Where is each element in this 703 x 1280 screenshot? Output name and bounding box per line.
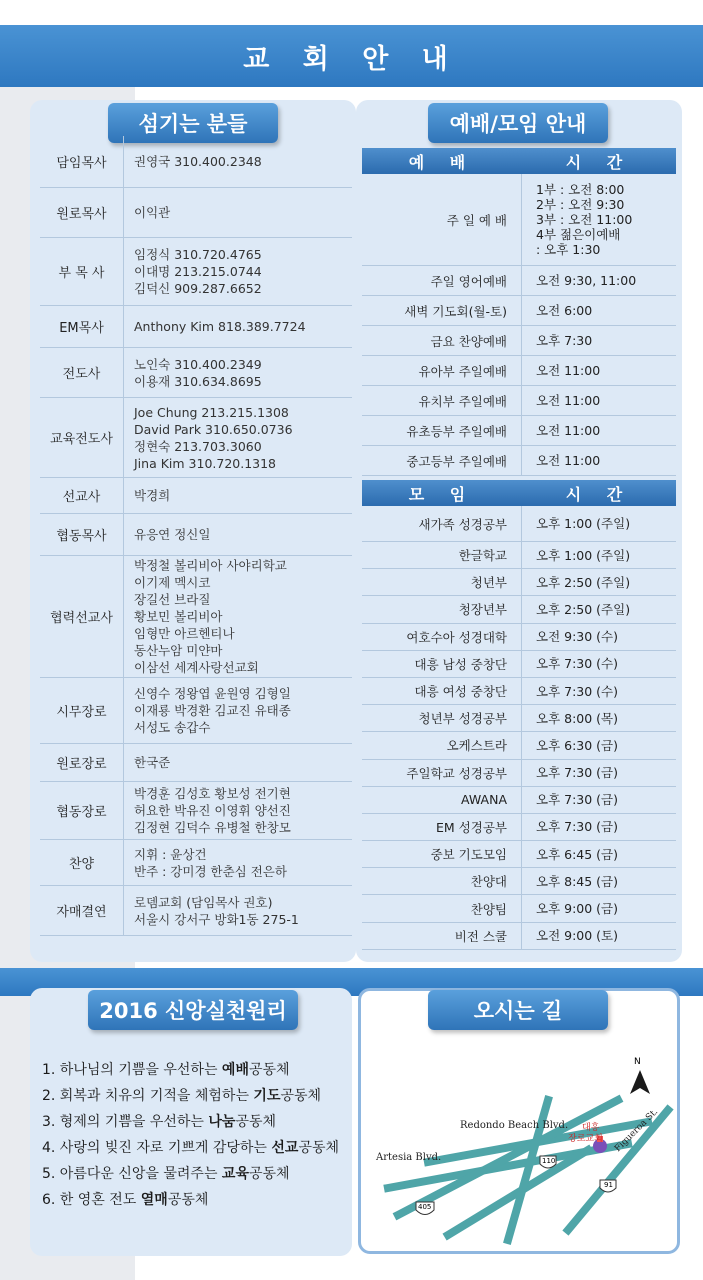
meeting-header-name: 모 임 — [408, 484, 476, 504]
principle-item — [42, 1083, 339, 1109]
staff-name-line: 장길선 브라질 — [134, 592, 211, 607]
staff-name-line: 이기제 멕시코 — [134, 575, 211, 590]
meeting-name: 청년부 성경공부 — [362, 705, 522, 731]
worship-row — [362, 174, 676, 266]
meeting-row — [362, 923, 676, 950]
meeting-time: 오후 7:30 (금) — [536, 819, 618, 835]
worship-time — [522, 453, 676, 468]
meeting-name: 주일학교 성경공부 — [362, 760, 522, 786]
principle-keyword: 선교 — [271, 1140, 299, 1156]
worship-row — [362, 266, 676, 296]
staff-name-line: Jina Kim 310.720.1318 — [134, 455, 277, 471]
staff-name-line: 한국준 — [134, 755, 171, 770]
worship-name: 금요 찬양예배 — [362, 326, 522, 355]
background-top — [0, 0, 703, 25]
principle-text: 5. 아름다운 신앙을 물려주는 — [42, 1166, 222, 1182]
meeting-name: 한글학교 — [362, 542, 522, 568]
map-heading: 오시는 길 — [428, 990, 608, 1030]
staff-name-line: 박경훈 김성호 황보성 전기현 — [134, 786, 291, 801]
principle-keyword: 나눔 — [208, 1114, 236, 1130]
worship-time — [522, 333, 676, 348]
staff-names — [124, 892, 352, 930]
meeting-name: EM 성경공부 — [362, 814, 522, 840]
svg-text:91: 91 — [604, 1181, 613, 1189]
staff-name-line: 박정철 볼리비아 사야리학교 — [134, 558, 287, 573]
staff-row — [40, 306, 352, 348]
staff-names — [124, 316, 352, 337]
principles-list — [42, 1057, 339, 1213]
staff-heading: 섬기는 분들 — [108, 103, 278, 143]
staff-role: 협동장로 — [40, 782, 124, 839]
worship-time — [522, 273, 676, 288]
north-arrow-icon — [630, 1057, 650, 1094]
staff-row — [40, 514, 352, 556]
map — [368, 1040, 676, 1246]
staff-row — [40, 744, 352, 782]
worship-name: 주일 영어예배 — [362, 266, 522, 295]
worship-time — [522, 182, 676, 257]
meeting-time: 오후 7:30 (수) — [536, 656, 618, 672]
staff-name-line: 박경희 — [134, 488, 171, 503]
staff-name-line: 이삼선 세계사랑선교회 — [134, 660, 259, 675]
staff-names — [124, 202, 352, 223]
meeting-row — [362, 651, 676, 678]
meeting-time: 오후 1:00 (주일) — [536, 547, 631, 563]
worship-table-header — [362, 148, 676, 174]
staff-name-line: 동산누암 미얀마 — [134, 643, 223, 658]
staff-name-line: 반주 : 강미경 한춘심 전은하 — [134, 863, 287, 879]
worship-time-line: 오전 11:00 — [536, 423, 601, 438]
principle-text: 2. 회복과 치유의 기적을 체험하는 — [42, 1088, 254, 1104]
staff-role: 찬양 — [40, 840, 124, 885]
worship-time-line: 오전 11:00 — [536, 453, 601, 468]
staff-name-line: 김정현 김덕수 유병철 한창모 — [134, 820, 291, 835]
meeting-name: 찬양대 — [362, 868, 522, 894]
staff-row — [40, 136, 352, 188]
staff-names — [124, 752, 352, 773]
staff-row — [40, 556, 352, 678]
worship-time-line: 2부 : 오전 9:30 — [536, 197, 625, 212]
page-title: 교 회 안 내 — [243, 43, 460, 75]
worship-time-line: 1부 : 오전 8:00 — [536, 182, 625, 197]
staff-row — [40, 886, 352, 936]
worship-row — [362, 416, 676, 446]
staff-name-line: 허요한 박유진 이영휘 양선진 — [134, 803, 291, 818]
principle-suffix: 공동체 — [167, 1192, 209, 1208]
meeting-row — [362, 787, 676, 814]
staff-name-line: David Park 310.650.0736 — [134, 421, 293, 437]
worship-time-line: 오전 9:30, 11:00 — [536, 273, 637, 288]
label-church-1: 대흥 — [582, 1123, 600, 1133]
meeting-table-header — [362, 480, 676, 506]
staff-role: 전도사 — [40, 348, 124, 397]
worship-row — [362, 296, 676, 326]
worship-name: 주 일 예 배 — [362, 174, 522, 265]
meeting-time: 오후 6:30 (금) — [536, 737, 618, 753]
principle-item — [42, 1135, 339, 1161]
worship-header-name: 예 배 — [408, 152, 476, 172]
worship-time-line: : 오후 1:30 — [536, 242, 601, 257]
principle-item — [42, 1187, 339, 1213]
meeting-row — [362, 678, 676, 705]
meeting-time: 오후 6:45 (금) — [536, 846, 618, 862]
principle-suffix: 공동체 — [280, 1088, 322, 1104]
worship-name: 유아부 주일예배 — [362, 356, 522, 385]
staff-names — [124, 783, 352, 838]
staff-row — [40, 188, 352, 238]
highway-110-icon — [540, 1156, 556, 1168]
meeting-row — [362, 760, 676, 787]
worship-time-line: 오전 6:00 — [536, 303, 593, 318]
meeting-name: 대흥 남성 중창단 — [362, 651, 522, 677]
staff-role: 원로장로 — [40, 744, 124, 781]
staff-row — [40, 238, 352, 306]
meeting-row — [362, 814, 676, 841]
meeting-time: 오후 2:50 (주일) — [536, 601, 631, 617]
worship-time — [522, 303, 676, 318]
meeting-name: 중보 기도모임 — [362, 841, 522, 867]
worship-name: 유치부 주일예배 — [362, 386, 522, 415]
staff-names — [124, 244, 352, 299]
meeting-time: 오후 7:30 (금) — [536, 765, 618, 781]
staff-names — [124, 524, 352, 545]
worship-time-line: 오후 7:30 — [536, 333, 593, 348]
svg-text:110: 110 — [542, 1157, 556, 1165]
worship-time-line: 오전 11:00 — [536, 363, 601, 378]
staff-role: EM목사 — [40, 306, 124, 347]
meeting-name: 찬양팀 — [362, 895, 522, 921]
meeting-row — [362, 569, 676, 596]
staff-name-line: 이재룡 박경환 김교진 유태종 — [134, 703, 291, 718]
staff-names — [124, 485, 352, 506]
staff-role: 원로목사 — [40, 188, 124, 237]
highway-91-icon — [600, 1180, 616, 1192]
staff-row — [40, 398, 352, 478]
meeting-row — [362, 506, 676, 542]
meeting-time: 오전 9:30 (수) — [536, 629, 618, 645]
staff-role: 자매결연 — [40, 886, 124, 935]
worship-time — [522, 363, 676, 378]
staff-names — [124, 151, 352, 172]
meeting-name: 새가족 성경공부 — [362, 506, 522, 541]
staff-name-line: 김덕신 909.287.6652 — [134, 281, 262, 296]
meeting-time: 오후 2:50 (주일) — [536, 574, 631, 590]
meeting-name: 대흥 여성 중창단 — [362, 678, 522, 704]
meeting-time: 오후 7:30 (금) — [536, 792, 618, 808]
meeting-name: 여호수아 성경대학 — [362, 624, 522, 650]
staff-row — [40, 348, 352, 398]
staff-names — [124, 844, 352, 882]
staff-name-line: 서울시 강서구 방화1동 275-1 — [134, 911, 299, 927]
meeting-row — [362, 732, 676, 759]
label-church-2: 장로교회 — [568, 1134, 603, 1144]
worship-row — [362, 386, 676, 416]
principle-suffix: 공동체 — [248, 1062, 290, 1078]
staff-role: 시무장로 — [40, 678, 124, 743]
staff-names — [124, 354, 352, 392]
staff-row — [40, 840, 352, 886]
staff-name-line: 이익관 — [134, 205, 171, 220]
staff-name-line: 임형만 아르헨티나 — [134, 626, 235, 641]
staff-name-line: 권영국 310.400.2348 — [134, 154, 262, 169]
meeting-time: 오후 8:00 (목) — [536, 710, 618, 726]
staff-name-line: 신영수 정왕엽 윤원영 김형일 — [134, 686, 291, 701]
principle-item — [42, 1161, 339, 1187]
principle-keyword: 예배 — [221, 1062, 249, 1078]
principle-item — [42, 1109, 339, 1135]
staff-names — [124, 402, 352, 474]
worship-time-line: 4부 젊은이예배 — [536, 227, 621, 242]
highway-405-icon — [416, 1202, 434, 1215]
staff-name-line: 유응연 정신일 — [134, 527, 211, 542]
meeting-time: 오후 9:00 (금) — [536, 901, 618, 917]
staff-row — [40, 478, 352, 514]
staff-role: 선교사 — [40, 478, 124, 513]
title-bar — [0, 25, 703, 87]
meeting-row — [362, 841, 676, 868]
meeting-row — [362, 542, 676, 569]
svg-text:405: 405 — [418, 1203, 432, 1211]
staff-table — [40, 136, 352, 936]
principle-text: 4. 사랑의 빚진 자로 기쁘게 감당하는 — [42, 1140, 272, 1156]
staff-name-line: 황보민 볼리비아 — [134, 609, 223, 624]
staff-name-line: 이용재 310.634.8695 — [134, 373, 262, 389]
staff-role: 협동목사 — [40, 514, 124, 555]
staff-role: 부 목 사 — [40, 238, 124, 305]
meeting-row — [362, 596, 676, 623]
staff-name-line: 로뎀교회 (담임목사 권호) — [134, 894, 273, 910]
principle-keyword: 기도 — [253, 1088, 281, 1104]
principle-text: 3. 형제의 기쁨을 우선하는 — [42, 1114, 209, 1130]
principle-suffix: 공동체 — [298, 1140, 340, 1156]
staff-row — [40, 782, 352, 840]
meeting-time: 오전 9:00 (토) — [536, 928, 618, 944]
worship-header-time: 시 간 — [565, 152, 633, 172]
label-artesia: Artesia Blvd. — [376, 1152, 442, 1163]
meeting-name: 청년부 — [362, 569, 522, 595]
meeting-row — [362, 868, 676, 895]
meeting-row — [362, 624, 676, 651]
meeting-name: 오케스트라 — [362, 732, 522, 758]
worship-name: 새벽 기도회(월-토) — [362, 296, 522, 325]
meeting-time: 오후 7:30 (수) — [536, 683, 618, 699]
meeting-header-time: 시 간 — [565, 484, 633, 504]
principle-text: 6. 한 영혼 전도 — [42, 1192, 141, 1208]
staff-name-line: 이대명 213.215.0744 — [134, 264, 262, 279]
label-redondo: Redondo Beach Blvd. — [460, 1120, 569, 1131]
staff-name-line: 노인숙 310.400.2349 — [134, 356, 262, 372]
label-figueroa: Figueroa St. — [613, 1107, 661, 1155]
north-label: N — [634, 1057, 641, 1067]
worship-row — [362, 356, 676, 386]
worship-row — [362, 326, 676, 356]
staff-names — [124, 683, 352, 738]
principle-suffix: 공동체 — [248, 1166, 290, 1182]
staff-names — [124, 555, 352, 678]
meeting-name: AWANA — [362, 787, 522, 813]
meeting-name: 청장년부 — [362, 596, 522, 622]
staff-name-line: 지휘 : 윤상건 — [134, 846, 207, 862]
worship-row — [362, 446, 676, 476]
principle-item — [42, 1057, 339, 1083]
worship-name: 중고등부 주일예배 — [362, 446, 522, 475]
principle-text: 1. 하나님의 기쁨을 우선하는 — [42, 1062, 222, 1078]
staff-name-line: 정현숙 213.703.3060 — [134, 438, 262, 454]
staff-name-line: 임정식 310.720.4765 — [134, 247, 262, 262]
principle-keyword: 교육 — [221, 1166, 249, 1182]
meeting-name: 비전 스쿨 — [362, 923, 522, 949]
principle-suffix: 공동체 — [235, 1114, 277, 1130]
meeting-time: 오후 1:00 (주일) — [536, 516, 631, 531]
worship-time — [522, 393, 676, 408]
meeting-time: 오후 8:45 (금) — [536, 873, 618, 889]
principle-keyword: 열매 — [140, 1192, 168, 1208]
staff-name-line: 서성도 송갑수 — [134, 720, 211, 735]
staff-role: 협력선교사 — [40, 556, 124, 677]
staff-role: 교육전도사 — [40, 398, 124, 477]
meeting-row — [362, 895, 676, 922]
staff-name-line: Joe Chung 213.215.1308 — [134, 404, 289, 420]
worship-name: 유초등부 주일예배 — [362, 416, 522, 445]
worship-time-line: 3부 : 오전 11:00 — [536, 212, 633, 227]
staff-role: 담임목사 — [40, 136, 124, 187]
worship-time — [522, 423, 676, 438]
map-drawing — [368, 1040, 676, 1246]
worship-heading: 예배/모임 안내 — [428, 103, 608, 143]
staff-name-line: Anthony Kim 818.389.7724 — [134, 319, 306, 334]
meeting-row — [362, 705, 676, 732]
worship-table — [362, 148, 676, 950]
principles-heading: 2016 신앙실천원리 — [88, 990, 298, 1030]
staff-row — [40, 678, 352, 744]
worship-time-line: 오전 11:00 — [536, 393, 601, 408]
